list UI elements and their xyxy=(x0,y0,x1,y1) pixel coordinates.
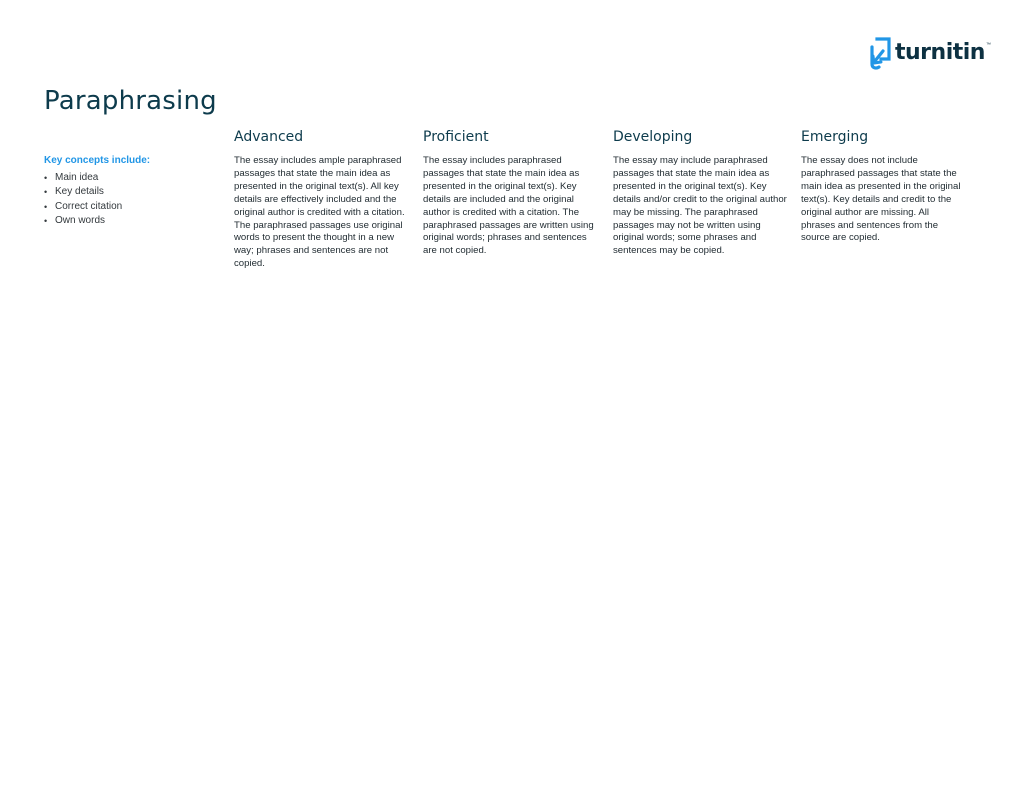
bullet: • xyxy=(44,215,48,226)
list-item-label: Correct citation xyxy=(55,200,123,212)
level-heading: Advanced xyxy=(234,129,304,145)
level-description: The essay includes ample paraphrased passages that state the main idea as presented in the original text(s). All key details are effectively included and the original author is credited with a citation. The paraphrased passages use original words to present the thought in a new way; phrases and sentences are not copied. xyxy=(234,155,405,270)
list-item xyxy=(44,214,219,228)
list-item-label: Key details xyxy=(55,186,104,198)
level-description: The essay does not include paraphrased passages that state the main idea as presented in the original text(s). Key details and credit to the original author are missing. All phrases and sentences from the source are copied. xyxy=(801,155,961,244)
bullet: • xyxy=(44,173,48,183)
level-column-emerging xyxy=(801,128,965,245)
turnitin-logo xyxy=(869,36,991,72)
bullet: • xyxy=(44,201,48,212)
level-heading: Developing xyxy=(613,129,693,145)
page-title: Paraphrasing xyxy=(44,86,217,116)
list-item xyxy=(44,171,219,185)
level-column-advanced xyxy=(234,128,409,271)
level-column-developing xyxy=(613,128,789,258)
list-item xyxy=(44,185,219,199)
level-description: The essay may include paraphrased passages that state the main idea as presented in the original text(s). Key details and/or credit to the original author may be missing. The paraphrased passages may not be written using original words; some phrases and sentences may be copied. xyxy=(613,155,787,257)
level-heading: Emerging xyxy=(801,129,869,145)
key-concepts-heading: Key concepts include: xyxy=(44,155,151,166)
list-item-label: Main idea xyxy=(55,172,99,183)
list-item xyxy=(44,200,219,214)
turnitin-mark-icon xyxy=(869,37,891,71)
key-concepts-list xyxy=(44,171,219,228)
level-column-proficient xyxy=(423,128,599,258)
trademark-symbol: ™ xyxy=(985,42,991,48)
brand-name: turnitin xyxy=(895,40,985,65)
list-item-label: Own words xyxy=(55,214,106,226)
level-heading: Proficient xyxy=(423,129,489,145)
key-concepts-section xyxy=(44,155,219,228)
level-description: The essay includes paraphrased passages that state the main idea as presented in the original text(s). Key details are included and the original author is credited with a citation. The paraphrased passages are written using original words; phrases and sentences are not copied. xyxy=(423,155,594,257)
bullet: • xyxy=(44,187,48,198)
